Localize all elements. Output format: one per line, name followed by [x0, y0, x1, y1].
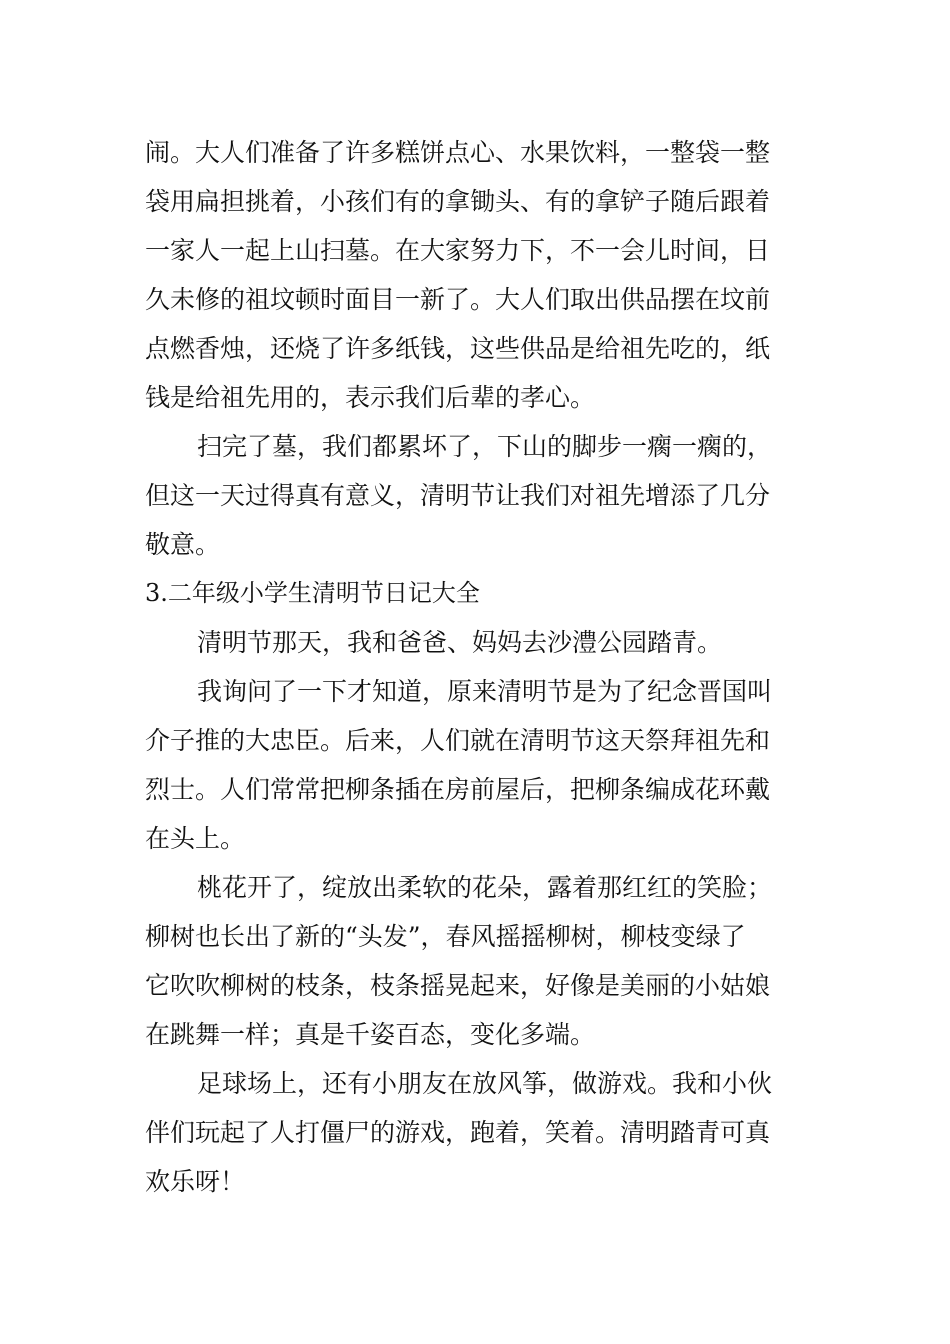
- paragraph-start-line: 桃花开了，绽放出柔软的花朵，露着那红红的笑脸；: [197, 873, 773, 902]
- text-line: 它吹吹柳树的枝条，枝条摇晃起来，好像是美丽的小姑娘: [145, 971, 771, 1000]
- text-line: 介子推的大忠臣。后来，人们就在清明节这天祭拜祖先和: [145, 726, 771, 755]
- text-line: 点燃香烛，还烧了许多纸钱，这些供品是给祖先吃的，纸: [145, 334, 771, 363]
- text-line: 但这一天过得真有意义，清明节让我们对祖先增添了几分: [145, 481, 771, 510]
- text-line: 烈士。人们常常把柳条插在房前屋后，把柳条编成花环戴: [145, 775, 771, 804]
- paragraph-start-line: 我询问了一下才知道，原来清明节是为了纪念晋国叫: [197, 677, 773, 706]
- paragraph-start-line: 足球场上，还有小朋友在放风筝，做游戏。我和小伙: [197, 1069, 773, 1098]
- text-line: 钱是给祖先用的，表示我们后辈的孝心。: [145, 383, 596, 412]
- text-line: 闹。大人们准备了许多糕饼点心、水果饮料，一整袋一整: [145, 138, 771, 167]
- text-line: 在头上。: [145, 824, 246, 853]
- section-heading: 3.二年级小学生清明节日记大全: [145, 579, 480, 607]
- paragraph-start-line: 扫完了墓，我们都累坏了，下山的脚步一瘸一瘸的，: [197, 432, 773, 461]
- text-line: 欢乐呀！: [145, 1167, 246, 1196]
- document-body: [145, 128, 815, 1206]
- text-line: 久未修的祖坟顿时面目一新了。大人们取出供品摆在坟前: [145, 285, 771, 314]
- paragraph-start-line: 清明节那天，我和爸爸、妈妈去沙澧公园踏青。: [197, 628, 723, 657]
- text-line: 敬意。: [145, 530, 221, 559]
- text-line: 柳树也长出了新的“头发”，春风摇摇柳树，柳枝变绿了: [145, 922, 746, 951]
- text-line: 袋用扁担挑着，小孩们有的拿锄头、有的拿铲子随后跟着: [145, 187, 771, 216]
- text-line: 一家人一起上山扫墓。在大家努力下，不一会儿时间，日: [145, 236, 771, 265]
- text-line: 伴们玩起了人打僵尸的游戏，跑着，笑着。清明踏青可真: [145, 1118, 771, 1147]
- text-line: 在跳舞一样；真是千姿百态，变化多端。: [145, 1020, 596, 1049]
